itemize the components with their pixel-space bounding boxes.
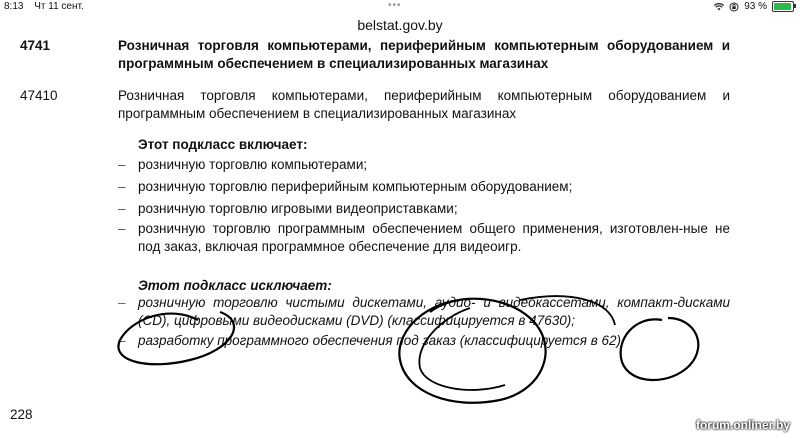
class-code: 47410 [20,88,58,103]
class-title: Розничная торговля компьютерами, периферийным компьютерным оборудованием и программным обеспечением в специализированных магазинах [118,88,730,121]
status-bar [0,0,800,16]
excludes-item: розничную торговлю чистыми дискетами, аудио- и видеокассетами, компакт-дисками (CD), цифровыми видеодисками (DVD) (классифицируется в 47630); [138,295,730,328]
battery-fill [774,3,791,10]
watermark: forum.onliner.by [695,418,790,432]
url-bar[interactable]: belstat.gov.by [357,17,443,33]
battery-icon [772,1,794,12]
battery-percent: 93 % [744,1,767,12]
includes-item: розничную торговлю игровыми видеоприставками; [138,201,458,216]
status-date: Чт 11 сент. [34,1,84,12]
list-dash: – [118,157,126,172]
includes-item: розничную торговлю периферийным компьютерным оборудованием; [138,179,573,194]
group-title: Розничная торговля компьютерами, периферийным компьютерным оборудованием и программным обеспечением в специализированных магазинах [118,38,730,71]
excludes-heading: Этот подкласс исключает: [138,278,332,293]
page-number: 228 [10,407,33,422]
list-dash: – [118,295,126,310]
list-dash: – [118,333,126,348]
status-right [714,1,794,12]
battery-cap [794,4,796,8]
list-dash: – [118,179,126,194]
status-left [4,1,92,12]
orientation-lock-icon [729,2,739,12]
includes-item: розничную торговлю компьютерами; [138,157,368,172]
list-dash: – [118,221,126,236]
group-code: 4741 [20,38,51,53]
list-dash: – [118,201,126,216]
wifi-icon [714,3,724,11]
excludes-item: разработку программного обеспечения под заказ (классифицируется в 62). [138,333,625,348]
includes-heading: Этот подкласс включает: [138,137,308,152]
multitasking-dots[interactable]: ••• [388,0,402,11]
status-time: 8:13 [4,1,24,12]
includes-item: розничную торговлю программным обеспечением общего применения, изготовлен-ные не под заказ, включая программное обеспечение для видеоигр. [138,221,730,254]
